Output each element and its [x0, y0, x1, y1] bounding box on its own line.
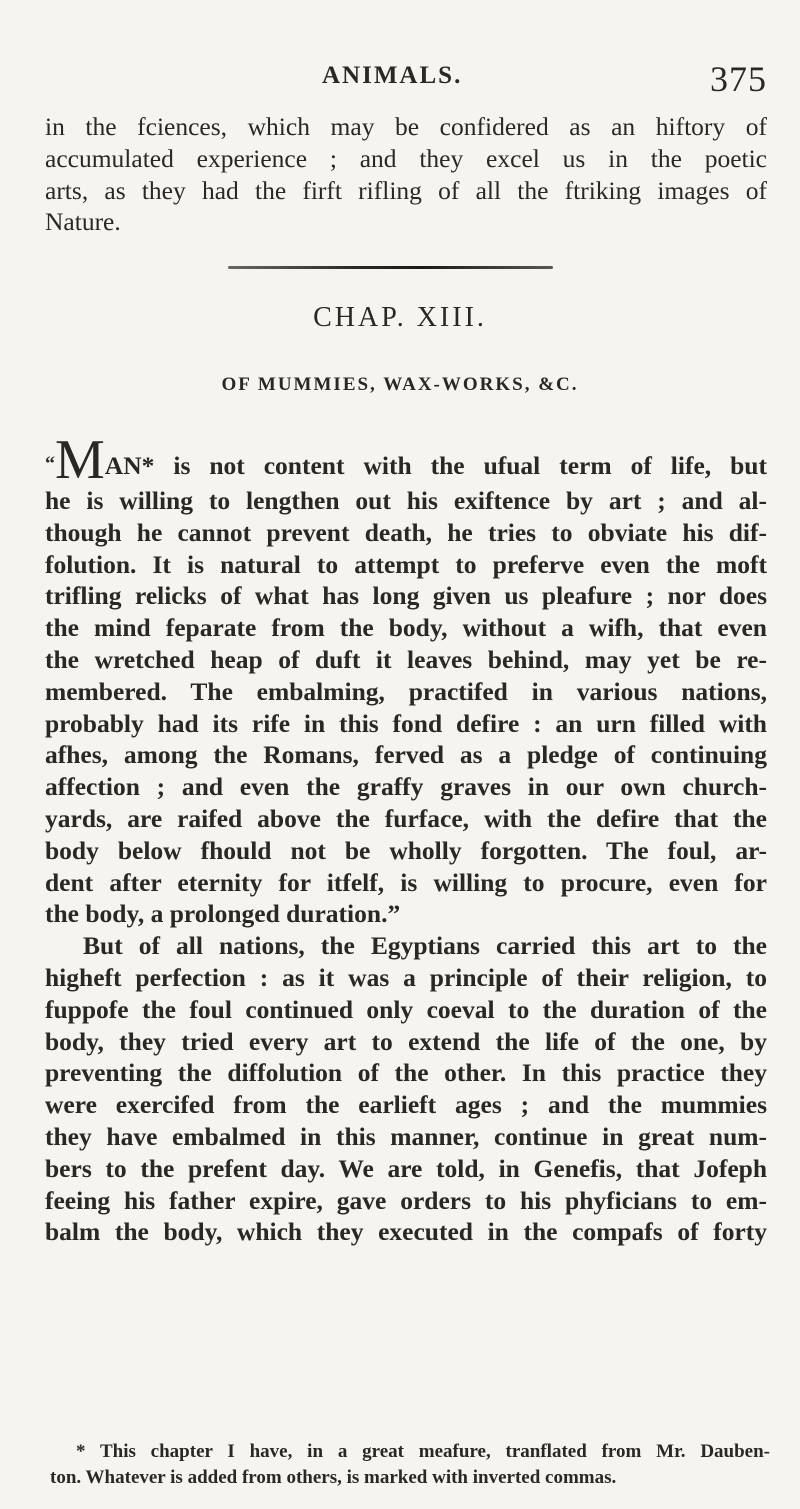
text-line: membered. The embalming, practifed in various nations, [45, 676, 767, 706]
text-line: dent after eternity for itfelf, is willing to procure, even for [45, 867, 767, 897]
text-line: accumulated experience ; and they excel us in the poetic [45, 143, 767, 173]
text-line: the mind feparate from the body, without a wifh, that even [45, 613, 767, 643]
text-line: feeing his father expire, gave orders to his phyficians to em- [45, 1185, 767, 1215]
text-line: affection ; and even the graffy graves in our own church- [45, 772, 767, 802]
text-line: trifling relicks of what has long given us pleafure ; nor does [45, 581, 767, 611]
chapter-title: CHAP. XIII. [313, 302, 487, 333]
text-line: fuppofe the foul continued only coeval to the duration of the [45, 994, 767, 1024]
opening-quote: “ [45, 453, 55, 475]
footnote-line: * This chapter I have, in a great meafure, tranflated from Mr. Dauben- [76, 1441, 770, 1462]
intro-paragraph [45, 111, 767, 238]
opening-line [45, 440, 767, 485]
chapter-subtitle: OF MUMMIES, WAX-WORKS, &C. [221, 374, 579, 395]
page-number: 375 [710, 59, 767, 99]
text-line: arts, as they had the firft rifling of all the ftriking images of [45, 175, 767, 205]
footnote [50, 1439, 770, 1491]
text-line: in the fciences, which may be confidered as an hiftory of [45, 112, 767, 141]
text-line: the body, a prolonged duration.” [45, 899, 401, 929]
text-line: Nature. [45, 207, 121, 237]
text-line: they have embalmed in this manner, continue in great num- [45, 1121, 767, 1151]
running-head [0, 58, 800, 98]
opening-line-text: AN* is not content with the ufual term of life, but [104, 451, 767, 480]
chapter-body [45, 440, 767, 1248]
footnote-line: ton. Whatever is added from others, is marked with inverted commas. [50, 1467, 617, 1488]
text-line: bers to the prefent day. We are told, in Genefis, that Jofeph [45, 1153, 767, 1183]
text-line: he is willing to lengthen out his exiftence by art ; and al- [45, 486, 767, 515]
text-line: yards, are raifed above the furface, with the defire that the [45, 803, 767, 833]
text-line: body below fhould not be wholly forgotten. The foul, ar- [45, 835, 767, 865]
text-line: body, they tried every art to extend the life of the one, by [45, 1026, 767, 1056]
text-line: folution. It is natural to attempt to preferve even the moft [45, 549, 767, 579]
text-line: balm the body, which they executed in the compafs of forty [45, 1217, 767, 1247]
ornamental-rule [228, 266, 553, 269]
text-line: afhes, among the Romans, ferved as a pledge of continuing [45, 740, 767, 770]
text-line: though he cannot prevent death, he tries to obviate his dif- [45, 517, 767, 547]
text-line: the wretched heap of duft it leaves behind, may yet be re- [45, 644, 767, 674]
text-line: higheft perfection : as it was a principle of their religion, to [45, 962, 767, 992]
text-line: were exercifed from the earlieft ages ; and the mummies [45, 1090, 767, 1120]
text-line: probably had its rife in this fond defire : an urn filled with [45, 708, 767, 738]
drop-cap: M [55, 440, 105, 485]
text-line: preventing the diffolution of the other. In this practice they [45, 1058, 767, 1088]
text-line: But of all nations, the Egyptians carried this art to the [83, 931, 767, 961]
running-title: ANIMALS. [322, 62, 463, 89]
